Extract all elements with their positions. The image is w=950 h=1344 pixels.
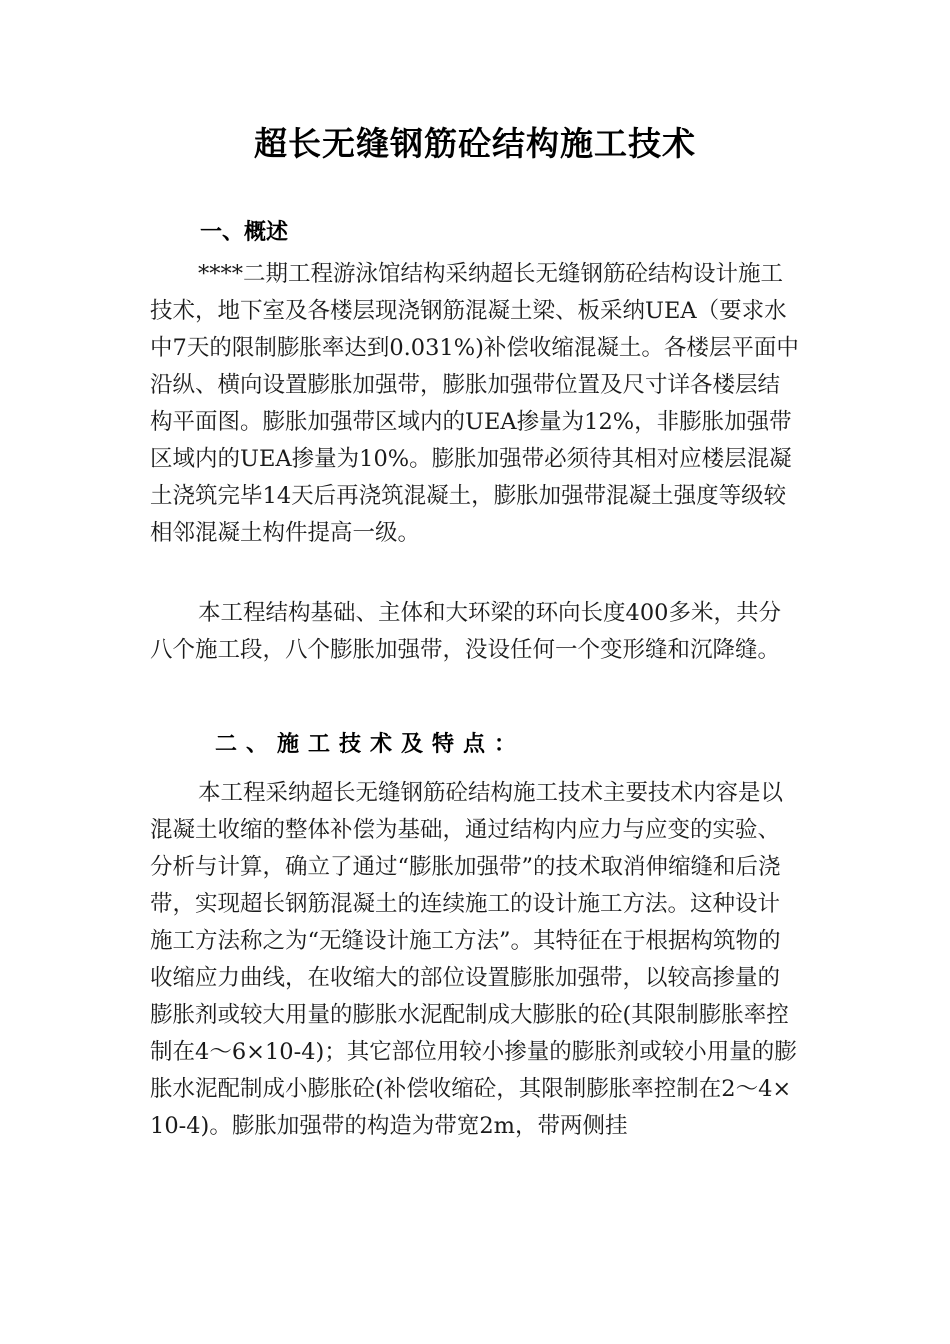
paragraph: ****二期工程游泳馆结构采纳超长无缝钢筋砼结构设计施工技术，地下室及各楼层现浇钢筋混凝土梁、板采纳UEA（要求水中7天的限制膨胀率达到0.031%)补偿收缩混凝土。各楼层平面中沿纵、横向设置膨胀加强带，膨胀加强带位置及尺寸详各楼层结构平面图。膨胀加强带区域内的UEA掺量为12%，非膨胀加强带区域内的UEA掺量为10%。膨胀加强带必须待其相对应楼层混凝土浇筑完毕14天后再浇筑混凝土，膨胀加强带混凝土强度等级较相邻混凝土构件提高一级。	[150, 261, 799, 546]
paragraph: 本工程采纳超长无缝钢筋砼结构施工技术主要技术内容是以混凝土收缩的整体补偿为基础，通过结构内应力与应变的实验、分析与计算，确立了通过“膨胀加强带”的技术取消伸缩缝和后浇带，实现超长钢筋混凝土的连续施工的设计施工方法。这种设计施工方法称之为“无缝设计施工方法”。其特征在于根据构筑物的收缩应力曲线，在收缩大的部位设置膨胀加强带，以较高掺量的膨胀剂或较大用量的膨胀水泥配制成大膨胀的砼(其限制膨胀率控制在4～6×10-4)；其它部位用较小掺量的膨胀剂或较小用量的膨胀水泥配制成小膨胀砼(补偿收缩砼，其限制膨胀率控制在2～4×10-4)。膨胀加强带的构造为带宽2m，带两侧挂	[150, 780, 797, 1139]
paragraph: 本工程结构基础、主体和大环梁的环向长度400多米，共分八个施工段，八个膨胀加强带，没设任何一个变形缝和沉降缝。	[150, 600, 781, 663]
document-title: 超长无缝钢筋砼结构施工技术	[254, 124, 696, 163]
section-heading-overview: 一、概述	[200, 220, 289, 245]
section-heading-techniques: 二、施工技术及特点：	[215, 732, 526, 757]
